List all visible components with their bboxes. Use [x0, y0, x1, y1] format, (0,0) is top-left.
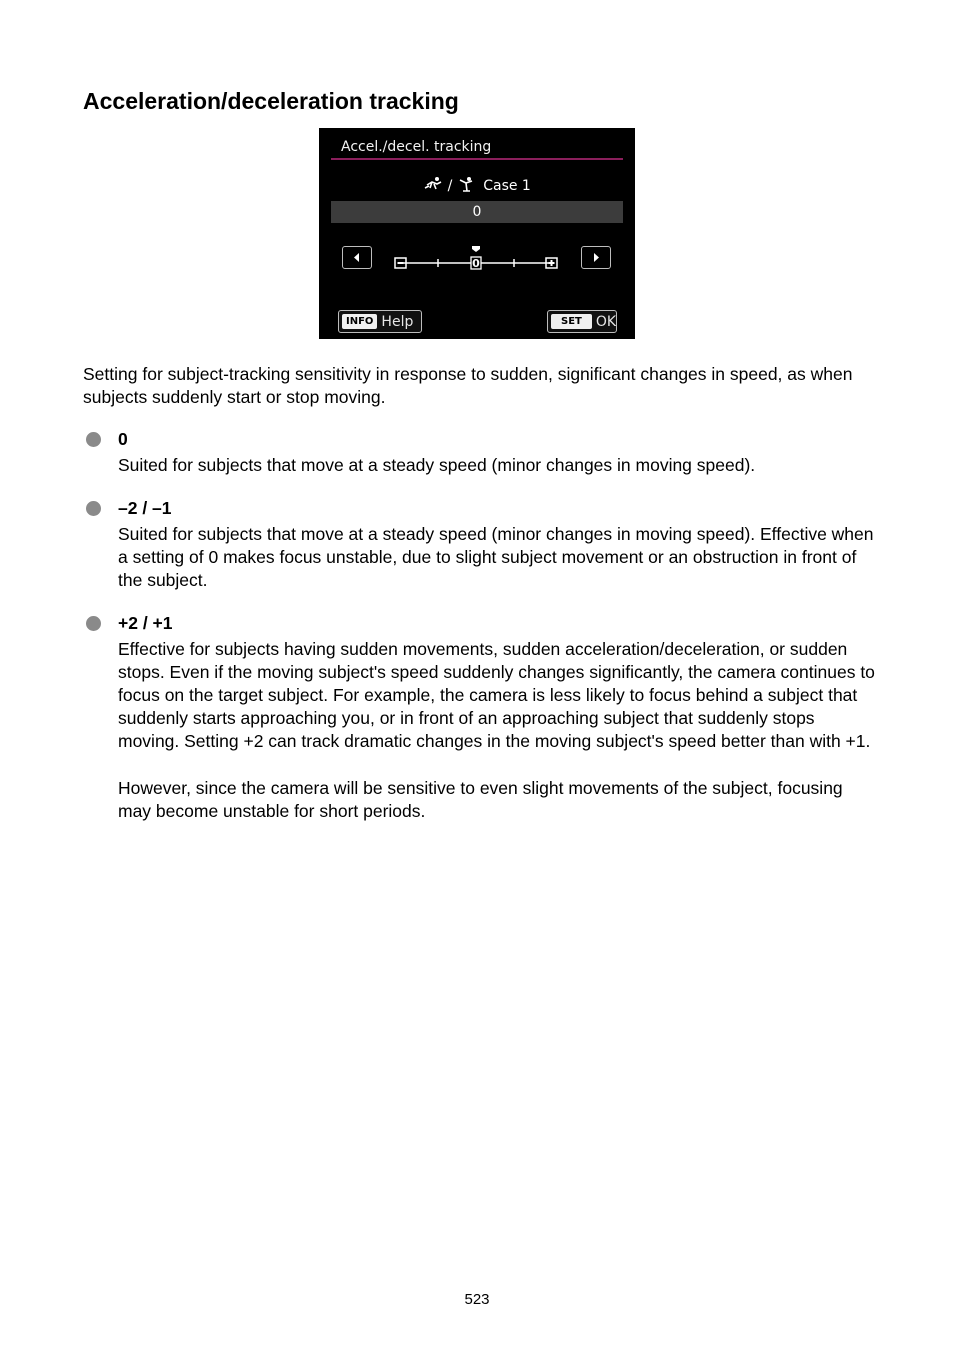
intro-paragraph: Setting for subject-tracking sensitivity in response to sudden, significant changes in speed, as when subjects suddenly start or stop moving.	[83, 364, 853, 407]
bullet-icon	[86, 432, 101, 447]
case-row	[319, 176, 635, 196]
info-help-button[interactable]	[338, 310, 422, 333]
bullet-icon	[86, 616, 101, 631]
tracking-scale[interactable]	[391, 241, 571, 275]
option-description: Effective for subjects having sudden movements, sudden acceleration/deceleration, or sudden stops. Even if the moving subject's speed suddenly changes significantly, the camera continues to focus on the target subject. For example, the camera is less likely to focus behind a subject that suddenly starts approaching you, or in front of an approaching subject that suddenly stops moving. Setting +2 can track dramatic changes in the moving subject's speed better than with +1.	[118, 639, 875, 751]
option-heading: –2 / –1	[118, 498, 172, 518]
scale-marker-label: 0	[472, 257, 480, 270]
set-key: SET	[551, 314, 592, 329]
option-description-note: However, since the camera will be sensitive to even slight movements of the subject, focusing may become unstable for short periods.	[118, 778, 843, 821]
title-divider	[331, 158, 623, 160]
option-heading: +2 / +1	[118, 613, 173, 633]
info-key: INFO	[342, 314, 377, 329]
caret-left-icon	[343, 247, 371, 268]
increase-button[interactable]	[581, 246, 611, 269]
selected-value: 0	[331, 201, 623, 223]
option-description: Suited for subjects that move at a steady speed (minor changes in moving speed).	[118, 455, 756, 475]
bullet-icon	[86, 501, 101, 516]
page-number: 523	[464, 1291, 490, 1308]
caret-right-icon	[582, 247, 610, 268]
camera-menu-screen	[319, 128, 635, 339]
screen-title: Accel./decel. tracking	[341, 139, 492, 155]
option-description: Suited for subjects that move at a steady speed (minor changes in moving speed). Effective when a setting of 0 makes focus unstable, due to slight subject movement or an obstruction in front of the subject.	[118, 524, 874, 590]
case-separator: /	[447, 178, 453, 194]
option-heading: 0	[118, 429, 128, 449]
subject-stopping-icon	[457, 176, 475, 196]
scale-marker	[471, 246, 481, 270]
ok-label: OK	[595, 313, 617, 330]
page-title: Acceleration/deceleration tracking	[83, 88, 459, 114]
case-label: Case 1	[483, 178, 531, 194]
subject-accelerating-icon	[423, 176, 443, 196]
help-label: Help	[381, 313, 414, 330]
set-ok-button[interactable]	[547, 310, 617, 333]
decrease-button[interactable]	[342, 246, 372, 269]
